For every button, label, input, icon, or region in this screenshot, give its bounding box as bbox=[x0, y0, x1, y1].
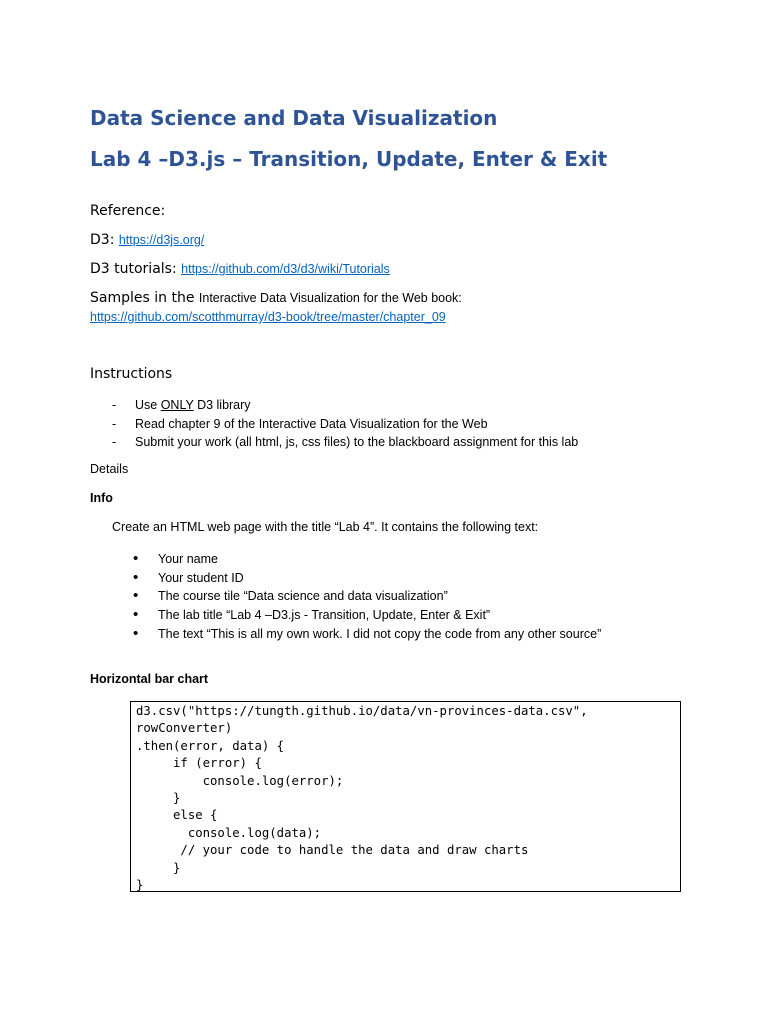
info-list bbox=[133, 550, 601, 643]
list-item: • The course tile “Data science and data visualization” bbox=[133, 587, 601, 606]
details-heading: Details bbox=[90, 462, 129, 476]
tutorials-link[interactable]: https://github.com/d3/d3/wiki/Tutorials bbox=[181, 262, 390, 276]
list-item: • Your student ID bbox=[133, 569, 601, 588]
code-block bbox=[130, 701, 681, 892]
list-item: • Your name bbox=[133, 550, 601, 569]
samples-link-line bbox=[90, 310, 446, 324]
document-title: Data Science and Data Visualization bbox=[90, 106, 498, 130]
list-item: • The lab title “Lab 4 –D3.js - Transition, Update, Enter & Exit” bbox=[133, 606, 601, 625]
reference-heading: Reference: bbox=[90, 203, 166, 219]
info-intro: Create an HTML web page with the title “Lab 4”. It contains the following text: bbox=[112, 520, 539, 534]
samples-reference-line bbox=[90, 290, 462, 306]
instruction-suffix: D3 library bbox=[193, 398, 251, 412]
instructions-list bbox=[112, 396, 578, 452]
list-item: - Submit your work (all html, js, css files) to the blackboard assignment for this lab bbox=[112, 433, 578, 452]
tutorials-reference-line bbox=[90, 261, 390, 277]
samples-prefix: Samples in the bbox=[90, 290, 199, 306]
lab-title: Lab 4 –D3.js – Transition, Update, Enter & Exit bbox=[90, 147, 608, 171]
samples-book-label: Interactive Data Visualization for the Web book: bbox=[198, 291, 462, 305]
list-item: - Read chapter 9 of the Interactive Data Visualization for the Web bbox=[112, 415, 578, 434]
only-emphasis: ONLY bbox=[160, 398, 194, 412]
samples-link[interactable]: https://github.com/scotthmurray/d3-book/tree/master/chapter_09 bbox=[90, 310, 446, 324]
d3-link[interactable]: https://d3js.org/ bbox=[118, 233, 205, 247]
code-text: d3.csv("https://tungth.github.io/data/vn-provinces-data.csv", rowConverter) .then(error, data) { if (error) { console.log(error); } else { console.log(data); // your code to handle the data and draw charts } } bbox=[136, 704, 588, 893]
list-item: • The text “This is all my own work. I did not copy the code from any other source” bbox=[133, 625, 601, 644]
tutorials-label: D3 tutorials: bbox=[90, 261, 182, 277]
instructions-heading: Instructions bbox=[90, 366, 173, 382]
bar-chart-heading: Horizontal bar chart bbox=[90, 672, 209, 686]
list-item bbox=[112, 396, 578, 415]
d3-reference-line bbox=[90, 232, 204, 248]
info-heading: Info bbox=[90, 491, 113, 505]
instruction-prefix: Use bbox=[135, 398, 161, 412]
d3-label: D3: bbox=[90, 232, 119, 248]
